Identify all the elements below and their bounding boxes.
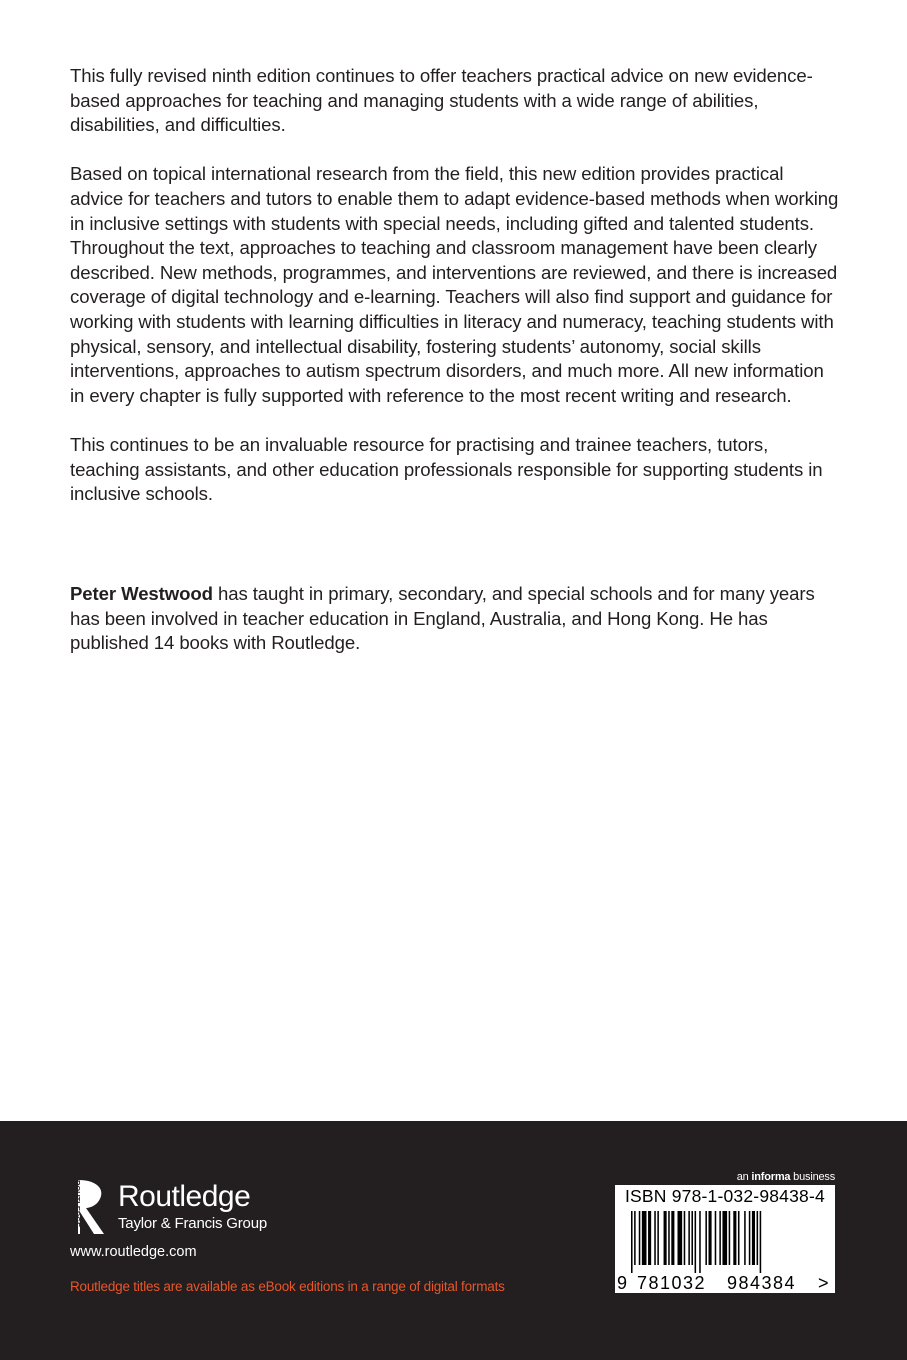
informa-prefix: an [736, 1171, 752, 1183]
barcode-bar [654, 1211, 656, 1265]
blurb-paragraph-3: This continues to be an invaluable resource for practising and trainee teachers, tutors, teaching assistants, and other education professionals responsible for supporting students in inclusive schools. [70, 433, 823, 505]
routledge-logo-icon [66, 1178, 110, 1238]
author-bio [70, 582, 840, 656]
barcode-bar [729, 1211, 731, 1265]
barcode-bar [733, 1211, 736, 1265]
informa-business-tag [737, 1171, 835, 1184]
barcode-bar [648, 1211, 651, 1265]
barcode-end-mark: > [818, 1273, 829, 1293]
publisher-url[interactable]: www.routledge.com [70, 1244, 197, 1260]
isbn-barcode [615, 1185, 835, 1293]
barcode-bar [760, 1211, 762, 1273]
publisher-name: Routledge [118, 1180, 251, 1213]
blurb-paragraph-1: This fully revised ninth edition continues to offer teachers practical advice on new evidence-based approaches for teaching and managing students with a wide range of abilities, disabilities, and difficulties. [70, 65, 813, 136]
ebook-note: Routledge titles are available as eBook editions in a range of digital formats [70, 1279, 505, 1294]
barcode-bar [699, 1211, 701, 1273]
barcode-bar [678, 1211, 683, 1265]
barcode-bar [639, 1211, 641, 1265]
informa-bold: informa [751, 1171, 791, 1183]
blurb-paragraph-2: Based on topical international research from the field, this new edition provides practical advice for teachers and tutors to enable them to adapt evidence-based methods when working in inclusive settings with students with special needs, including gifted and talented students. Throughout the text, approaches to teaching and classroom management have been clearly described. New methods, programmes, and interventions are reviewed, and there is increased coverage of digital technology and e-learning. Teachers will also find support and guidance for working with students with learning difficulties in literacy and numeracy, teaching students with physical, sensory, and intellectual disability, fostering students’ autonomy, social skills interventions, approaches to autism spectrum disorders, and much more. All new information in every chapter is fully supported with reference to the most recent writing and research. [70, 163, 839, 406]
barcode-bar [749, 1211, 751, 1265]
publisher-group: Taylor & Francis Group [118, 1215, 267, 1232]
barcode-bar [738, 1211, 740, 1265]
barcode-bar [668, 1211, 670, 1265]
barcode-bar [744, 1211, 746, 1265]
barcode-bar [705, 1211, 707, 1265]
logo-vertical-text: ROUTLEDGE [73, 1180, 82, 1228]
barcode-bar [664, 1211, 667, 1265]
barcode-bar [722, 1211, 727, 1265]
barcode-bar [715, 1211, 717, 1265]
barcode-bar [631, 1211, 633, 1273]
barcode-bar [709, 1211, 712, 1265]
book-blurb [70, 64, 840, 531]
barcode-bar [719, 1211, 721, 1265]
author-bio-text: has taught in primary, secondary, and special schools and for many years has been involved in teacher education in England, Australia, and Hong Kong. He has published 14 books with Routledge. [70, 583, 815, 654]
barcode-lead-digit: 9 [617, 1273, 628, 1293]
barcode-bar [642, 1211, 647, 1265]
barcode-bar [688, 1211, 690, 1265]
author-name: Peter Westwood [70, 583, 213, 604]
barcode-bar [634, 1211, 636, 1265]
isbn-label: ISBN 978-1-032-98438-4 [625, 1186, 825, 1206]
barcode-group-2: 984384 [727, 1273, 797, 1293]
informa-suffix: business [790, 1171, 835, 1183]
barcode-bar [757, 1211, 759, 1265]
barcode-bar [671, 1211, 674, 1265]
barcode-bar [657, 1211, 659, 1265]
barcode-bar [691, 1211, 693, 1265]
barcode-bar [684, 1211, 686, 1265]
barcode-bar [752, 1211, 755, 1265]
barcode-bars [615, 1209, 835, 1293]
barcode-bar [695, 1211, 697, 1273]
barcode-group-1: 781032 [637, 1273, 707, 1293]
